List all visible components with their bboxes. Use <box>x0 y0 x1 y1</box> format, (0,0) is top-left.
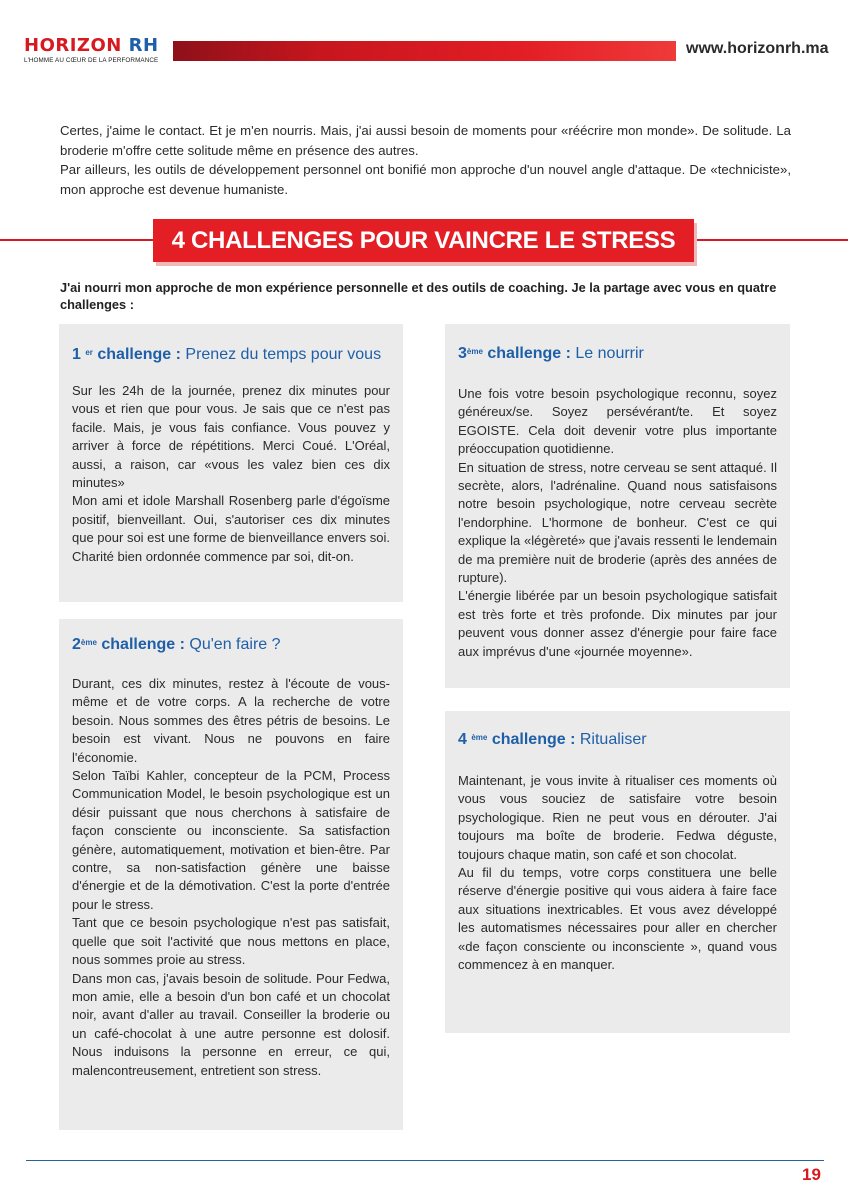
challenge-number: 1 <box>72 346 81 363</box>
challenge-body <box>458 385 777 661</box>
challenge-title <box>458 344 777 364</box>
challenge-ordinal: ème <box>466 347 483 356</box>
challenge-label: challenge : <box>101 636 185 653</box>
header-red-bar <box>173 41 676 61</box>
challenge-label: challenge : <box>97 346 181 363</box>
challenge-number: 4 <box>458 731 467 748</box>
website-url: www.horizonrh.ma <box>686 40 829 57</box>
challenge-title <box>72 345 390 365</box>
challenge-number: 3 <box>458 345 467 362</box>
logo-word-horizon: HORIZON <box>24 35 122 56</box>
challenge-body <box>458 772 777 974</box>
challenge-paragraph: Dans mon cas, j'avais besoin de solitude. Pour Fedwa, mon amie, elle a besoin d'un bon café et un chocolat noir, avant d'aller au travail. Conseiller la broderie ou un café-chocolat à une autre personne est dolosif. Nous induisons la personne en erreur, ce qui, malencontreusement, entretient son stress. <box>72 970 390 1078</box>
challenge-paragraph: L'énergie libérée par un besoin psychologique satisfait est très forte et très profonde. Dix minutes par jour peuvent vous donner assez d'énergie pour faire face aux imprévus d'une «journée moyenne». <box>458 588 777 659</box>
logo-tagline: L'HOMME AU CŒUR DE LA PERFORMANCE <box>24 57 159 64</box>
intro-paragraph: Certes, j'aime le contact. Et je m'en nourris. Mais, j'ai aussi besoin de moments pour «réécrire mon monde». De solitude. La broderie m'offre cette solitude même en présence des autres. <box>60 123 791 158</box>
challenge-number: 2 <box>72 636 81 653</box>
intro-paragraph: Par ailleurs, les outils de développement personnel ont bonifié mon approche d'un nouvel angle d'attaque. De «techniciste», mon approche est devenue humaniste. <box>60 162 791 197</box>
challenge-body <box>72 675 390 1080</box>
challenge-subtitle: Ritualiser <box>579 731 647 748</box>
challenge-ordinal: ème <box>80 638 97 647</box>
challenge-paragraph: Tant que ce besoin psychologique n'est pas satisfait, quelle que soit l'activité que nous mettons en place, nous sommes proie au stress. <box>72 915 390 968</box>
intro-text <box>60 121 791 199</box>
section-rule-right <box>694 239 848 241</box>
section-title: 4 CHALLENGES POUR VAINCRE LE STRESS <box>171 226 676 254</box>
footer-rule <box>26 1160 824 1161</box>
challenge-label: challenge : <box>487 345 571 362</box>
challenge-paragraph: Mon ami et idole Marshall Rosenberg parle d'égoïsme positif, bienveillant. Oui, s'autoriser ces dix minutes que pour soi est une forme de bienveillance envers soi. Charité bien ordonnée commence par soi, dit-on. <box>72 493 390 564</box>
challenge-paragraph: En situation de stress, notre cerveau se sent attaqué. Il secrète, alors, l'adrénaline. Quand nous satisfaisons notre besoin psychologique, notre cerveau secrète l'endorphine. L'hormone de bonheur. C'est ce qui explique la «légèreté» que j'avais ressenti le lendemain de ma première nuit de broderie (après des années de rupture). <box>458 459 777 586</box>
challenge-ordinal: ème <box>471 733 488 742</box>
logo <box>24 36 174 64</box>
challenge-subtitle: Qu'en faire ? <box>189 636 281 653</box>
challenge-box-2 <box>59 619 403 1130</box>
challenge-paragraph: Au fil du temps, votre corps constituera une belle réserve d'énergie positive qui vous aidera à faire face aux situations inextricables. Et vous avez développé les automatismes nécessaires pour aller en chercher «de façon consciente ou inconsciente », quand vous commencez à en manquer. <box>458 865 777 973</box>
challenge-paragraph: Selon Taïbi Kahler, concepteur de la PCM, Process Communication Model, le besoin psychologique est un désir puissant que nous cherchons à satisfaire de façon consciente ou inconsciente. Sa satisfaction génère, automatiquement, motivation et bien-être. Par contre, sa non-satisfaction génère une baisse d'énergie et de la démotivation. C'est la porte d'entrée pour le stress. <box>72 768 390 912</box>
challenge-box-1 <box>59 324 403 602</box>
section-banner <box>153 219 694 262</box>
challenge-title <box>458 730 777 750</box>
challenge-paragraph: Maintenant, je vous invite à ritualiser ces moments où vous vous souciez de satisfaire votre besoin psychologique. Rien ne peut vous en dérouter. J'ai toujours ma boîte de broderie. Fedwa déguste, toujours chaque matin, son café et son chocolat. <box>458 773 777 862</box>
logo-word-rh: RH <box>128 35 159 56</box>
challenge-ordinal: er <box>85 348 93 357</box>
challenge-paragraph: Durant, ces dix minutes, restez à l'écoute de vous-même et de votre corps. A la recherche de votre besoin. Nous sommes des êtres pétris de besoins. Le besoin est vivant. Nous ne pouvons en faire l'économie. <box>72 676 390 765</box>
logo-wordmark <box>24 36 174 56</box>
challenge-paragraph: Sur les 24h de la journée, prenez dix minutes pour vous et rien que pour vous. Je sais que ce n'est pas facile. Mais, je vous fais confiance. Vous pouvez y arriver à force de répétitions. Merci Coué. L'Oréal, aussi, a raison, car «vous les valez bien ces dix minutes» <box>72 383 390 491</box>
challenge-subtitle: Le nourrir <box>575 345 644 362</box>
challenge-body <box>72 382 390 566</box>
challenge-title <box>72 635 390 655</box>
section-rule-left <box>0 239 153 241</box>
section-lead: J'ai nourri mon approche de mon expérience personnelle et des outils de coaching. Je la partage avec vous en quatre challenges : <box>60 280 777 312</box>
challenge-box-4 <box>445 711 790 1033</box>
challenge-label: challenge : <box>491 731 576 748</box>
challenge-subtitle: Prenez du temps pour vous <box>185 346 382 363</box>
challenge-paragraph: Une fois votre besoin psychologique reconnu, soyez généreux/se. Soyez persévérant/te. Et soyez EGOISTE. Cela doit devenir votre plus importante préoccupation quotidienne. <box>458 386 777 457</box>
page-number: 19 <box>802 1165 821 1184</box>
challenge-box-3 <box>445 324 790 688</box>
